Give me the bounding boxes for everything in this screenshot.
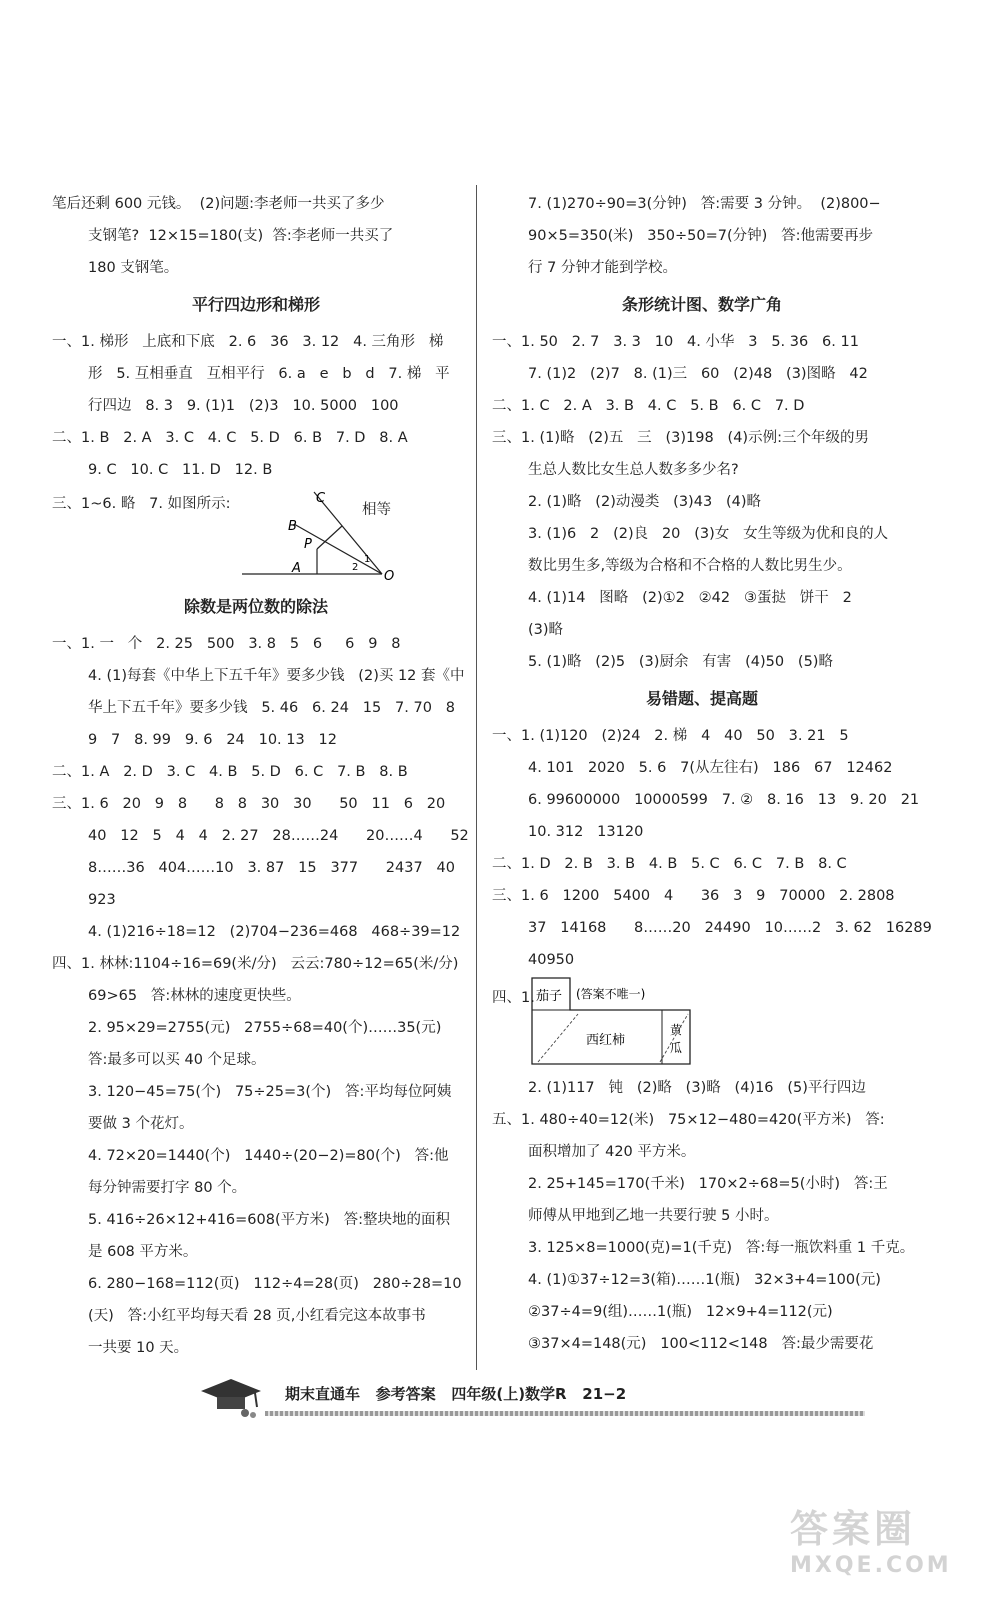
diagram-label: 1: [364, 554, 371, 565]
text-line: 4. 101 2020 5. 6 7(从左往右) 186 67 12462: [528, 760, 893, 776]
text-line: 一、1. (1)120 (2)24 2. 梯 4 40 50 3. 21 5: [492, 728, 849, 744]
text-line: 一、1. 一 个 2. 25 500 3. 8 5 6 6 9 8: [52, 636, 401, 652]
text-line: 4. (1)14 图略 (2)①2 ②42 ③蛋挞 饼干 2: [528, 590, 852, 606]
text-line: 二、1. D 2. B 3. B 4. B 5. C 6. C 7. B 8. C: [492, 856, 847, 872]
diagram-label: B: [288, 519, 297, 534]
text-line: 三、1. 6 20 9 8 8 8 30 30 50 11 6 20: [52, 796, 446, 812]
text-line: 四、1.: [492, 990, 535, 1006]
text-line: 一、1. 梯形 上底和下底 2. 6 36 3. 12 4. 三角形 梯: [52, 334, 444, 350]
text-line: ②37÷4=9(组)……1(瓶) 12×9+4=112(元): [528, 1304, 833, 1320]
text-line: 四、1. 林林:1104÷16=69(米/分) 云云:780÷12=65(米/分): [52, 956, 459, 972]
text-line: 2. (1)略 (2)动漫类 (3)43 (4)略: [528, 494, 762, 510]
text-line: 3. 125×8=1000(克)=1(千克) 答:每一瓶饮料重 1 千克。: [528, 1240, 915, 1256]
diagram-label: C: [316, 491, 326, 506]
footer-title: 期末直通车 参考答案 四年级(上)数学R 21−2: [285, 1385, 627, 1403]
text-line: 3. (1)6 2 (2)良 20 (3)女 女生等级为优和良的人: [528, 526, 889, 542]
column-divider: [476, 185, 477, 1370]
footer-rule: [265, 1411, 865, 1416]
diagram-label: 2: [352, 562, 359, 573]
text-line: 二、1. C 2. A 3. B 4. C 5. B 6. C 7. D: [492, 398, 805, 414]
text-line: 3. 120−45=75(个) 75÷25=3(个) 答:平均每位阿姨: [88, 1084, 452, 1100]
diagram-label: O: [384, 569, 395, 582]
text-line: 4. (1)216÷18=12 (2)704−236=468 468÷39=12: [88, 924, 461, 940]
text-line: 4. 72×20=1440(个) 1440÷(20−2)=80(个) 答:他: [88, 1148, 449, 1164]
text-line: 2. (1)117 钝 (2)略 (3)略 (4)16 (5)平行四边: [528, 1080, 866, 1096]
diagram-label: 西红柿: [586, 1033, 626, 1048]
page-footer: [195, 1375, 915, 1419]
text-line: 三、1~6. 略 7. 如图所示:: [52, 496, 231, 512]
text-line: 生总人数比女生总人数多多少名?: [528, 462, 739, 478]
text-line: 4. (1)每套《中华上下五千年》要多少钱 (2)买 12 套《中: [88, 668, 465, 684]
text-line: 10. 312 13120: [528, 824, 644, 840]
garden-diagram: [530, 976, 710, 1068]
diagram-label: 茄子: [536, 989, 563, 1004]
geometry-answer-row: [52, 486, 460, 586]
graduation-cap-icon: [195, 1375, 265, 1419]
text-line: 每分钟需要打字 80 个。: [88, 1180, 247, 1196]
text-line: 笔后还剩 600 元钱。 (2)问题:李老师一共买了多少: [52, 196, 385, 212]
diagram-label: 黄: [670, 1023, 683, 1037]
text-line: 行四边 8. 3 9. (1)1 (2)3 10. 5000 100: [88, 398, 399, 414]
equal-label: 相等: [362, 502, 391, 518]
text-line: 答:最多可以买 40 个足球。: [88, 1052, 266, 1068]
text-line: 师傅从甲地到乙地一共要行驶 5 小时。: [528, 1208, 779, 1224]
text-line: 8……36 404……10 3. 87 15 377 2437 40: [88, 860, 455, 876]
text-line: 40950: [528, 952, 575, 968]
watermark-url: MXQE.COM: [790, 1553, 952, 1578]
text-line: 6. 280−168=112(页) 112÷4=28(页) 280÷28=10: [88, 1276, 462, 1292]
text-line: 90×5=350(米) 350÷50=7(分钟) 答:他需要再步: [528, 228, 873, 244]
watermark-text: 答案圈: [790, 1507, 917, 1551]
section-title: 除数是两位数的除法: [183, 597, 328, 616]
text-line: 支钢笔? 12×15=180(支) 答:李老师一共买了: [88, 228, 394, 244]
text-line: 9. C 10. C 11. D 12. B: [88, 462, 273, 478]
text-line: 华上下五千年》要多少钱 5. 46 6. 24 15 7. 70 8: [88, 700, 455, 716]
text-line: 6. 99600000 10000599 7. ② 8. 16 13 9. 20 21: [528, 792, 920, 808]
text-line: 二、1. B 2. A 3. C 4. C 5. D 6. B 7. D 8. A: [52, 430, 408, 446]
text-line: 面积增加了 420 平方米。: [528, 1144, 696, 1160]
text-line: 一共要 10 天。: [88, 1340, 189, 1356]
diagram-label: (答案不唯一): [576, 987, 646, 1001]
text-line: 7. (1)270÷90=3(分钟) 答:需要 3 分钟。 (2)800−: [528, 196, 881, 212]
garden-diagram-row: [492, 976, 912, 1072]
text-line: 40 12 5 4 4 2. 27 28……24 20……4 52: [88, 828, 469, 844]
section-title: 平行四边形和梯形: [191, 295, 320, 314]
text-line: 4. (1)①37÷12=3(箱)……1(瓶) 32×3+4=100(元): [528, 1272, 881, 1288]
text-line: (3)略: [528, 622, 564, 638]
text-line: 69>65 答:林林的速度更快些。: [88, 988, 301, 1004]
text-line: 形 5. 互相垂直 互相平行 6. a e b d 7. 梯 平: [88, 366, 450, 382]
text-line: 三、1. 6 1200 5400 4 36 3 9 70000 2. 2808: [492, 888, 895, 904]
watermark-logo: [790, 1498, 985, 1593]
right-column: [492, 188, 932, 1360]
text-line: 五、1. 480÷40=12(米) 75×12−480=420(平方米) 答:: [492, 1112, 885, 1128]
text-line: 三、1. (1)略 (2)五 三 (3)198 (4)示例:三个年级的男: [492, 430, 869, 446]
text-line: (天) 答:小红平均每天看 28 页,小红看完这本故事书: [88, 1308, 426, 1324]
text-line: 是 608 平方米。: [88, 1244, 198, 1260]
left-column: [52, 188, 469, 1364]
text-line: 2. 25+145=170(千米) 170×2÷68=5(小时) 答:王: [528, 1176, 888, 1192]
diagram-label: 瓜: [670, 1041, 683, 1055]
text-line: ③37×4=148(元) 100<112<148 答:最少需要花: [528, 1336, 874, 1352]
text-line: 5. 416÷26×12+416=608(平方米) 答:整块地的面积: [88, 1212, 450, 1228]
text-line: 行 7 分钟才能到学校。: [528, 260, 677, 276]
section-title: 条形统计图、数学广角: [621, 295, 782, 314]
text-line: 一、1. 50 2. 7 3. 3 10 4. 小华 3 5. 36 6. 11: [492, 334, 859, 350]
diagram-label: P: [304, 537, 312, 552]
text-line: 7. (1)2 (2)7 8. (1)三 60 (2)48 (3)图略 42: [528, 366, 868, 382]
text-line: 5. (1)略 (2)5 (3)厨余 有害 (4)50 (5)略: [528, 654, 833, 670]
text-line: 180 支钢笔。: [88, 260, 179, 276]
angle-diagram: [232, 486, 412, 582]
section-title: 易错题、提高题: [645, 689, 758, 708]
text-line: 要做 3 个花灯。: [88, 1116, 194, 1132]
text-line: 37 14168 8……20 24490 10……2 3. 62 16289: [528, 920, 932, 936]
text-line: 二、1. A 2. D 3. C 4. B 5. D 6. C 7. B 8. B: [52, 764, 408, 780]
text-line: 923: [88, 892, 116, 908]
text-line: 2. 95×29=2755(元) 2755÷68=40(个)……35(元): [88, 1020, 442, 1036]
text-line: 9 7 8. 99 9. 6 24 10. 13 12: [88, 732, 337, 748]
diagram-label: A: [292, 561, 301, 576]
text-line: 数比男生多,等级为合格和不合格的人数比男生少。: [528, 558, 852, 574]
